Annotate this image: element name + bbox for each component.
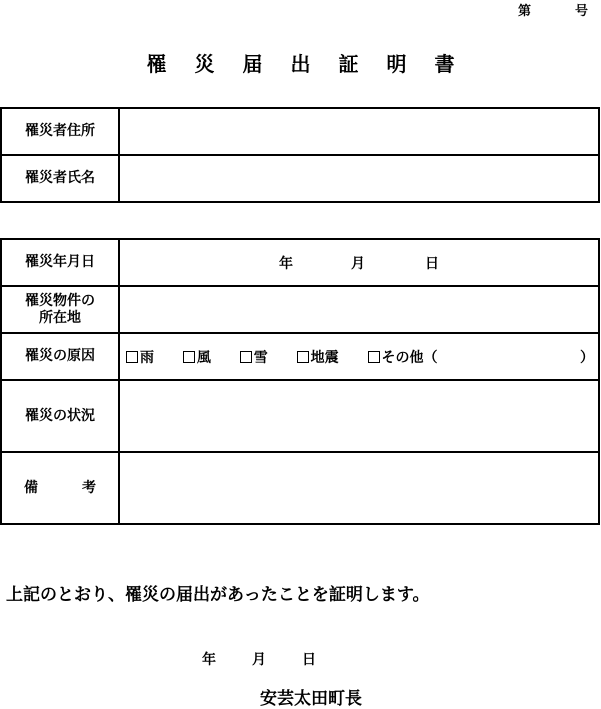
location-label [1, 286, 119, 333]
remarks-field[interactable] [119, 452, 599, 524]
cause-other-close: ） [580, 349, 594, 366]
cause-option-label: その他（ [381, 349, 438, 366]
checkbox-icon[interactable] [126, 351, 138, 363]
issue-date-month: 月 [252, 652, 266, 668]
address-label: 罹災者住所 [1, 108, 119, 155]
checkbox-icon[interactable] [183, 351, 195, 363]
location-label-line1: 罹災物件の [25, 292, 95, 309]
situation-label: 罹災の状況 [1, 380, 119, 452]
number-prefix: 第 [518, 4, 532, 19]
cause-option-label: 雪 [253, 349, 268, 366]
page-title: 罹災届出証明書 [146, 52, 483, 76]
cause-option-rain[interactable] [126, 347, 154, 367]
cause-option-earthquake[interactable] [297, 347, 339, 367]
number-suffix: 号 [575, 4, 589, 19]
location-label-line2: 所在地 [39, 309, 81, 326]
cause-option-label: 地震 [310, 349, 339, 366]
issue-date-year: 年 [202, 652, 216, 668]
cause-option-snow[interactable] [240, 347, 268, 367]
cause-options [119, 333, 599, 380]
cause-option-other[interactable] [368, 347, 438, 367]
remarks-label-1: 備 [24, 479, 38, 496]
date-day-label: 日 [425, 255, 439, 272]
situation-field[interactable] [119, 380, 599, 452]
checkbox-icon[interactable] [240, 351, 252, 363]
issue-date [202, 649, 316, 669]
remarks-label-2: 考 [82, 479, 96, 496]
date-label: 罹災年月日 [1, 239, 119, 286]
date-year-label: 年 [279, 255, 293, 272]
name-field[interactable] [119, 155, 599, 202]
date-month-label: 月 [351, 255, 365, 272]
checkbox-icon[interactable] [368, 351, 380, 363]
remarks-label [1, 452, 119, 524]
checkbox-icon[interactable] [297, 351, 309, 363]
cause-option-wind[interactable] [183, 347, 211, 367]
details-table [0, 238, 600, 525]
document-number [518, 0, 588, 19]
location-field[interactable] [119, 286, 599, 333]
applicant-table [0, 107, 600, 203]
certification-statement: 上記のとおり、罹災の届出があったことを証明します。 [6, 585, 430, 605]
issue-date-day: 日 [302, 652, 316, 668]
cause-option-label: 雨 [140, 349, 154, 366]
issuer-name: 安芸太田町長 [260, 689, 362, 709]
cause-option-label: 風 [196, 349, 211, 366]
name-label: 罹災者氏名 [1, 155, 119, 202]
date-field[interactable] [119, 239, 599, 286]
cause-label: 罹災の原因 [1, 333, 119, 380]
address-field[interactable] [119, 108, 599, 155]
